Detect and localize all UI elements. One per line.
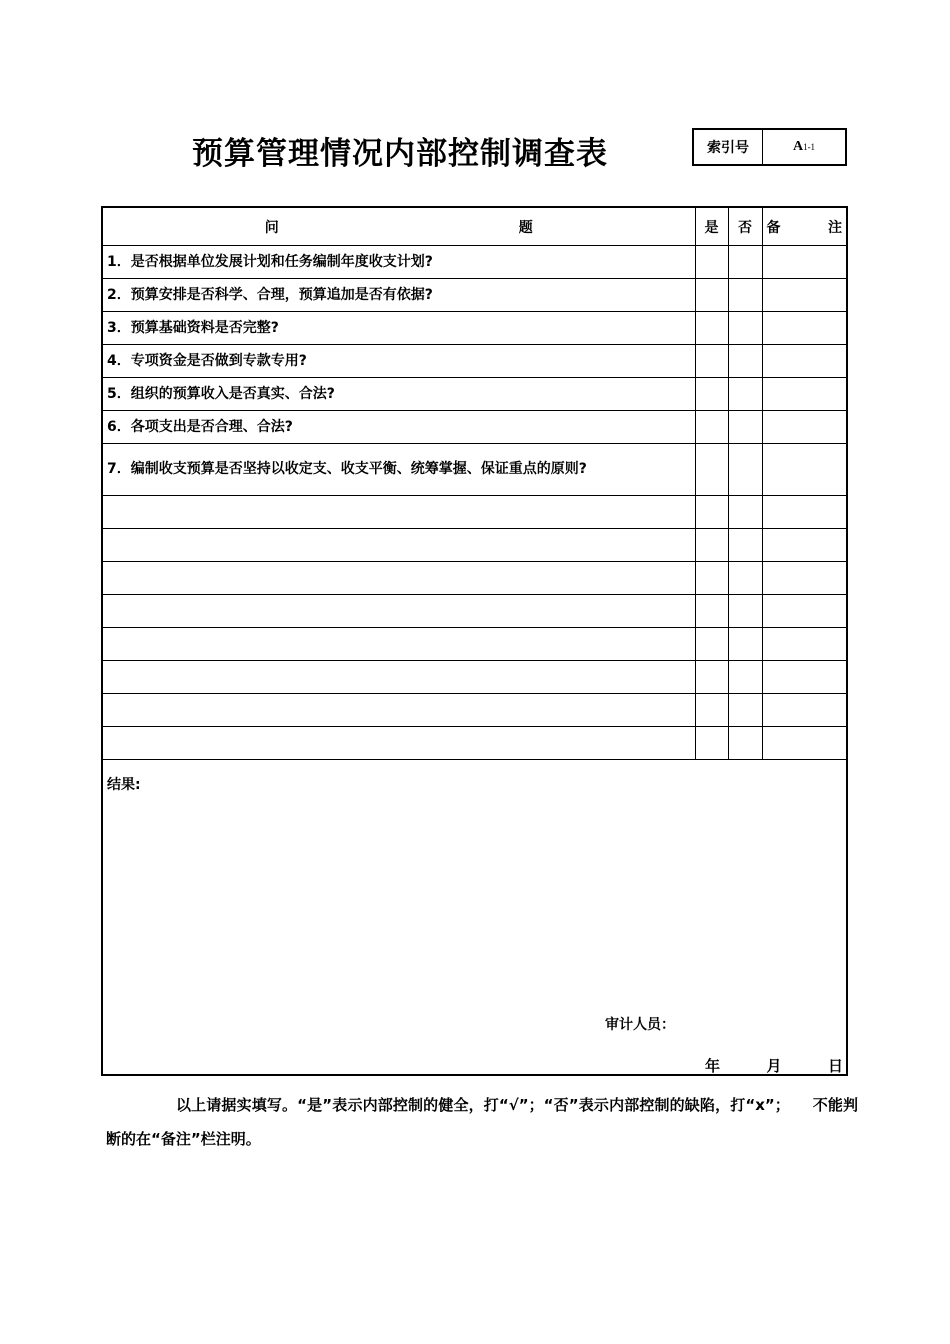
header-note-b: 注	[828, 219, 842, 236]
blank-question-cell[interactable]	[103, 595, 695, 628]
no-cell[interactable]	[728, 727, 762, 760]
table-row	[103, 411, 846, 444]
empty-row	[103, 661, 846, 694]
empty-row	[103, 496, 846, 529]
blank-question-cell[interactable]	[103, 727, 695, 760]
no-cell[interactable]	[728, 444, 762, 496]
result-section[interactable]	[103, 768, 846, 1074]
note-cell[interactable]	[762, 727, 846, 760]
header-yes: 是	[695, 208, 728, 246]
note-cell[interactable]	[762, 345, 846, 378]
empty-row	[103, 628, 846, 661]
no-cell[interactable]	[728, 312, 762, 345]
yes-cell[interactable]	[695, 529, 728, 562]
empty-row	[103, 562, 846, 595]
header-note	[762, 208, 846, 246]
table-row	[103, 378, 846, 411]
no-cell[interactable]	[728, 562, 762, 595]
yes-cell[interactable]	[695, 312, 728, 345]
note-cell[interactable]	[762, 279, 846, 312]
empty-row	[103, 694, 846, 727]
header-row	[103, 208, 846, 246]
note-cell[interactable]	[762, 562, 846, 595]
question-text: 4．专项资金是否做到专款专用?	[103, 345, 695, 378]
empty-row	[103, 595, 846, 628]
blank-question-cell[interactable]	[103, 562, 695, 595]
page-title: 预算管理情况内部控制调查表	[192, 136, 608, 172]
yes-cell[interactable]	[695, 444, 728, 496]
blank-question-cell[interactable]	[103, 661, 695, 694]
table-row	[103, 279, 846, 312]
header-question-b: 题	[518, 219, 533, 236]
note-cell[interactable]	[762, 444, 846, 496]
question-text: 2．预算安排是否科学、合理，预算追加是否有依据?	[103, 279, 695, 312]
note-cell[interactable]	[762, 529, 846, 562]
no-cell[interactable]	[728, 694, 762, 727]
yes-cell[interactable]	[695, 345, 728, 378]
yes-cell[interactable]	[695, 628, 728, 661]
yes-cell[interactable]	[695, 246, 728, 279]
question-text: 3．预算基础资料是否完整?	[103, 312, 695, 345]
date-day: 日	[827, 1057, 843, 1075]
auditor-label: 审计人员：	[605, 1017, 675, 1033]
blank-question-cell[interactable]	[103, 496, 695, 529]
yes-cell[interactable]	[695, 727, 728, 760]
index-label: 索引号	[694, 130, 763, 164]
question-text: 1．是否根据单位发展计划和任务编制年度收支计划?	[103, 246, 695, 279]
index-value-main: A	[792, 139, 804, 154]
no-cell[interactable]	[728, 661, 762, 694]
header-question-a: 问	[264, 219, 279, 236]
no-cell[interactable]	[728, 246, 762, 279]
result-label: 结果:	[107, 777, 141, 793]
note-cell[interactable]	[762, 496, 846, 529]
blank-question-cell[interactable]	[103, 529, 695, 562]
no-cell[interactable]	[728, 411, 762, 444]
survey-table	[101, 206, 848, 1076]
index-value	[763, 130, 845, 164]
note-cell[interactable]	[762, 694, 846, 727]
date-month: 月	[766, 1057, 782, 1075]
table-row	[103, 345, 846, 378]
index-box	[692, 128, 847, 166]
yes-cell[interactable]	[695, 496, 728, 529]
yes-cell[interactable]	[695, 411, 728, 444]
index-value-sub: 1-1	[803, 142, 816, 152]
empty-row	[103, 529, 846, 562]
table-row	[103, 444, 846, 496]
blank-question-cell[interactable]	[103, 694, 695, 727]
yes-cell[interactable]	[695, 661, 728, 694]
no-cell[interactable]	[728, 628, 762, 661]
no-cell[interactable]	[728, 496, 762, 529]
yes-cell[interactable]	[695, 694, 728, 727]
table-row	[103, 246, 846, 279]
no-cell[interactable]	[728, 595, 762, 628]
no-cell[interactable]	[728, 345, 762, 378]
note-cell[interactable]	[762, 628, 846, 661]
date-line	[705, 1055, 843, 1076]
yes-cell[interactable]	[695, 595, 728, 628]
yes-cell[interactable]	[695, 378, 728, 411]
yes-cell[interactable]	[695, 562, 728, 595]
note-cell[interactable]	[762, 246, 846, 279]
no-cell[interactable]	[728, 529, 762, 562]
note-cell[interactable]	[762, 595, 846, 628]
note-cell[interactable]	[762, 312, 846, 345]
note-cell[interactable]	[762, 661, 846, 694]
note-cell[interactable]	[762, 411, 846, 444]
note-cell[interactable]	[762, 378, 846, 411]
yes-cell[interactable]	[695, 279, 728, 312]
no-cell[interactable]	[728, 378, 762, 411]
empty-row	[103, 727, 846, 760]
header-no: 否	[728, 208, 762, 246]
date-year: 年	[705, 1057, 721, 1075]
header-note-a: 备	[766, 219, 781, 236]
question-text: 6．各项支出是否合理、合法?	[103, 411, 695, 444]
question-text: 7．编制收支预算是否坚持以收定支、收支平衡、统筹掌握、保证重点的原则?	[103, 444, 695, 496]
table-row	[103, 312, 846, 345]
blank-question-cell[interactable]	[103, 628, 695, 661]
no-cell[interactable]	[728, 279, 762, 312]
footer-instructions: 以上请据实填写。“是”表示内部控制的健全，打“√”；“否”表示内部控制的缺陷，打“x”； 不能判断的在“备注”栏注明。	[106, 1096, 858, 1148]
question-text: 5．组织的预算收入是否真实、合法?	[103, 378, 695, 411]
header-question	[103, 208, 695, 246]
